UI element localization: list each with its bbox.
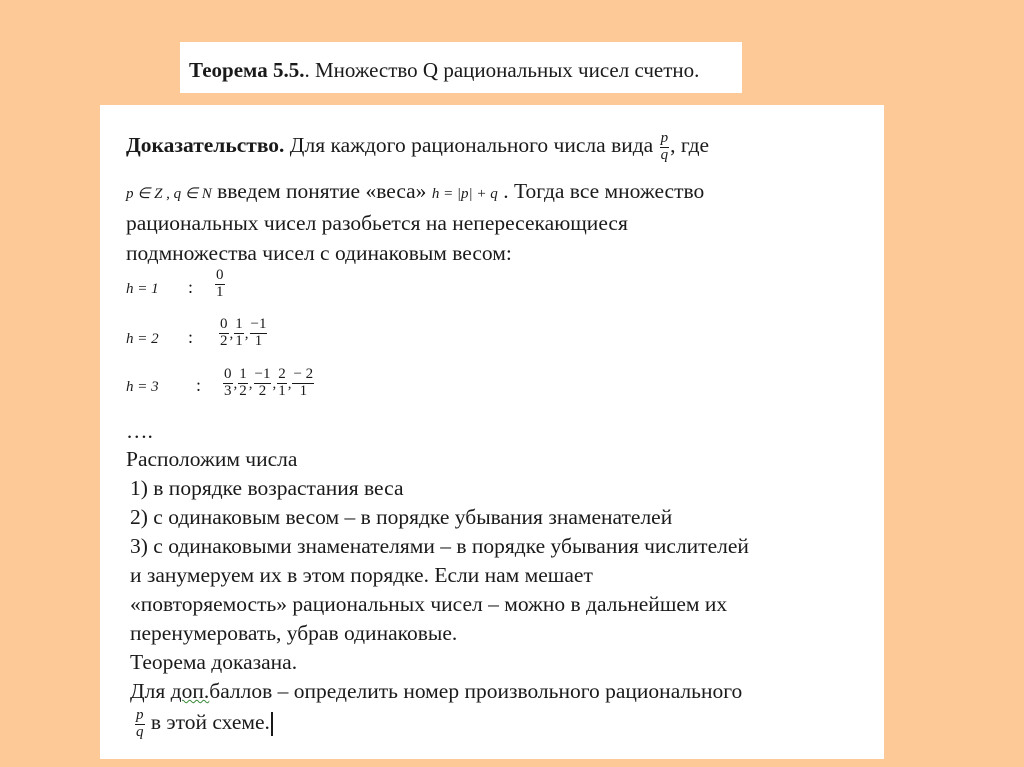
frac-num: − 2: [293, 366, 314, 382]
fraction: [215, 268, 225, 301]
frac-den: 3: [224, 382, 232, 399]
weight-1-colon: :: [188, 277, 194, 297]
bonus-pre: Для: [130, 679, 171, 703]
proof-line-4: подмножества чисел с одинаковым весом:: [126, 241, 512, 265]
fraction: [277, 367, 287, 400]
fraction: [254, 367, 272, 400]
weight-3-fractions: [222, 367, 315, 400]
proof-line-1-end: , где: [670, 133, 710, 158]
theorem-dot: .: [304, 58, 310, 82]
fraction: [223, 367, 233, 400]
rule-item-3: 3) с одинаковыми знаменателями – в порядке убывания числителей: [130, 534, 749, 558]
frac-den: q: [660, 146, 669, 163]
frac-num: 2: [278, 366, 286, 382]
fraction: [250, 317, 268, 350]
separator: ,: [233, 376, 238, 393]
last-line: [134, 708, 273, 741]
separator: ,: [272, 376, 277, 393]
fraction: [292, 367, 314, 400]
frac-den: 1: [254, 332, 263, 349]
last-text: в этой схеме.: [145, 710, 270, 735]
theorem-text: Множество Q рациональных чисел счетно.: [309, 58, 700, 82]
proved-line: Теорема доказана.: [130, 650, 298, 674]
weight-2-colon: :: [188, 327, 194, 347]
rule-item-1: 1) в порядке возрастания веса: [130, 476, 404, 500]
frac-num: 1: [239, 366, 247, 382]
separator: ,: [244, 326, 249, 343]
proof-line-1-text: Для каждого рационального числа вида: [284, 133, 659, 158]
proof-line-3: рациональных чисел разобьется на непересекающиеся: [126, 211, 628, 235]
proof-line-1: [126, 131, 709, 164]
weight-1-fractions: [214, 268, 226, 301]
proof-panel: [100, 105, 884, 759]
weight-2-fractions: [218, 317, 268, 350]
theorem-label: Теорема 5.5.: [189, 58, 305, 82]
spellcheck-word: доп.: [170, 679, 210, 703]
frac-num: 0: [216, 267, 224, 283]
fraction: [234, 317, 244, 350]
math-p-q-domain: p ∈ Z , q ∈ N: [126, 186, 212, 202]
fraction: [219, 317, 229, 350]
ellipsis: ….: [126, 419, 153, 443]
separator: ,: [287, 376, 292, 393]
weight-3-label: h = 3: [126, 379, 159, 395]
rule-item-2: 2) с одинаковым весом – в порядке убывания знаменателей: [130, 505, 673, 529]
frac-den: 1: [278, 382, 286, 399]
fraction-p-over-q: [135, 708, 145, 741]
frac-num: 0: [220, 316, 228, 332]
frac-den: 2: [220, 332, 228, 349]
separator: ,: [248, 376, 253, 393]
frac-den: q: [136, 723, 144, 740]
arrange-heading: Расположим числа: [126, 447, 298, 471]
math-weight-formula: h = |p| + q: [431, 186, 498, 202]
bonus-line: [130, 681, 742, 703]
frac-num: p: [136, 707, 144, 723]
fraction-p-over-q: [660, 131, 670, 164]
frac-den: 1: [235, 332, 243, 349]
weight-3-colon: :: [196, 375, 202, 395]
frac-num: 0: [224, 366, 232, 382]
proof-heading: Доказательство.: [126, 133, 285, 158]
frac-num: −1: [250, 316, 267, 332]
body-line-b: «повторяемость» рациональных чисел – можно в дальнейшем их: [130, 592, 728, 616]
frac-den: 1: [216, 283, 224, 300]
text-cursor: [271, 712, 273, 736]
body-line-a: и занумеруем их в этом порядке. Если нам мешает: [130, 563, 593, 587]
proof-line-2-end: . Тогда все множество: [497, 179, 705, 203]
weight-1-label: h = 1: [126, 281, 159, 297]
weight-2-label: h = 2: [126, 331, 159, 347]
frac-den: 2: [258, 382, 267, 399]
separator: ,: [229, 326, 234, 343]
frac-num: p: [660, 130, 669, 146]
frac-num: −1: [254, 366, 271, 382]
frac-den: 1: [299, 382, 308, 399]
frac-den: 2: [239, 382, 247, 399]
proof-line-2-text: введем понятие «веса»: [211, 179, 432, 203]
frac-num: 1: [235, 316, 243, 332]
proof-line-2: [126, 181, 704, 203]
body-line-c: перенумеровать, убрав одинаковые.: [130, 621, 458, 645]
theorem-title: [180, 42, 742, 93]
fraction: [238, 367, 248, 400]
bonus-rest: баллов – определить номер произвольного рационального: [209, 679, 743, 703]
